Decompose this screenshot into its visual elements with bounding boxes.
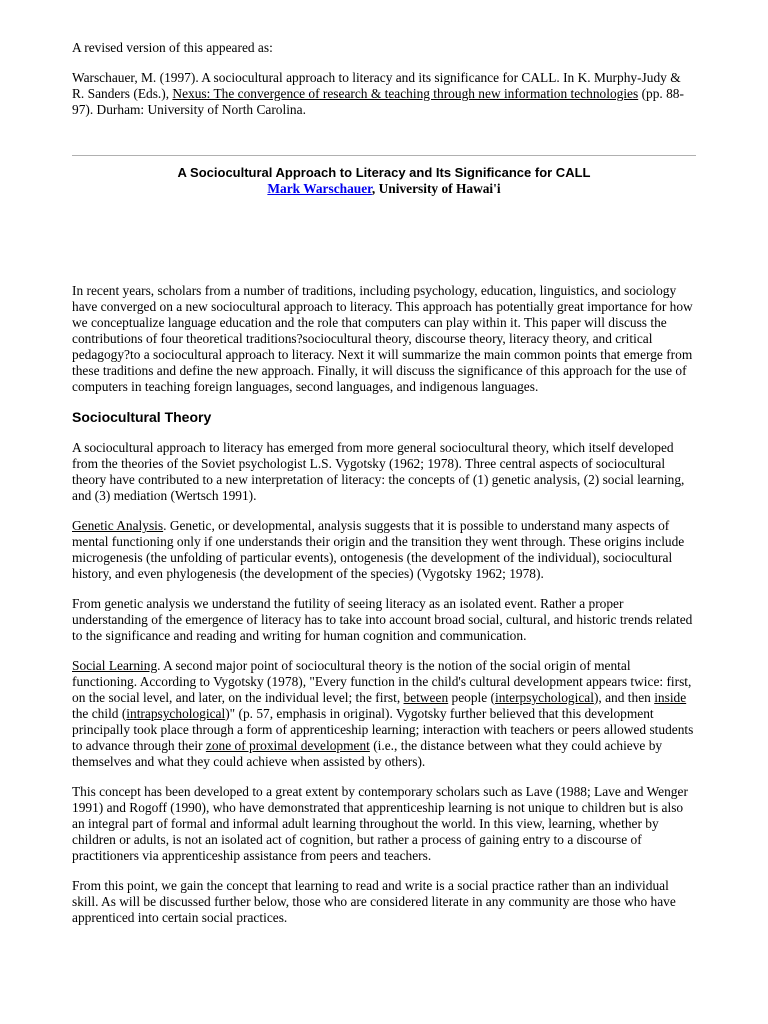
author-link[interactable]: Mark Warschauer xyxy=(267,181,372,196)
section-heading: Sociocultural Theory xyxy=(72,409,212,425)
citation-pages: (pp. 88-97). Durham: University of North Carolina. xyxy=(72,86,684,117)
revised-version-note: A revised version of this appeared as: xyxy=(72,40,273,55)
emphasis-between: between xyxy=(403,690,449,705)
emphasis-interpsychological: interpsychological xyxy=(495,690,594,705)
article-title: A Sociocultural Approach to Literacy and Its Significance for CALL xyxy=(177,165,591,180)
paragraph-social-practice: From this point, we gain the concept that learning to read and write is a social practice rather than an individual skill. As will be discussed further below, those who are considered literate in any community are those who have apprenticed into certain social practices. xyxy=(72,878,676,925)
term-zone-of-proximal-development: zone of proximal development xyxy=(205,738,370,753)
paragraph-apprenticeship: This concept has been developed to a great extent by contemporary scholars such as Lave (1988; Lave and Wenger 1991) and Rogoff (1990), who have demonstrated that apprenticeship learning is not unique to children but is also an integral part of formal and informal adult learning throughout the world. In this view, learning, whether by children or adults, is not an isolated act of cognition, but rather a process of gaining entry to a discourse of practitioners via apprenticeship assistance from peers and teachers. xyxy=(72,784,688,863)
paragraph-genetic-analysis-followup: From genetic analysis we understand the futility of seeing literacy as an isolated event. Rather a proper understanding of the emergence of literacy has to take into account broad social, cultural, and historic trends related to the significance and reading and writing for human cognition and communication. xyxy=(72,596,693,643)
affiliation: , University of Hawai'i xyxy=(371,181,501,196)
paragraph-sociocultural-intro: A sociocultural approach to literacy has emerged from more general sociocultural theory, which itself developed from the theories of the Soviet psychologist L.S. Vygotsky (1962; 1978). Three central aspects of sociocultural theory have contributed to a new interpretation of literacy: the concepts of (1) genetic analysis, (2) social learning, and (3) mediation (Wertsch 1991). xyxy=(72,440,685,503)
citation-book-title: Nexus: The convergence of research & teaching through new information technologies xyxy=(172,86,639,101)
paragraph-genetic-analysis: Genetic Analysis. Genetic, or developmental, analysis suggests that it is possible to understand many aspects of mental functioning only if one understands their origin and the transition they went through. These origins include microgenesis (the unfolding of particular events), ontogenesis (the development of the individual), sociocultural history, and even phylogenesis (the development of the species) (Vygotsky 1962; 1978). xyxy=(72,518,685,581)
byline xyxy=(72,181,696,197)
term-genetic-analysis: Genetic Analysis xyxy=(72,518,164,533)
paragraph-social-learning: Social Learning. A second major point of sociocultural theory is the notion of the social origin of mental functioning. According to Vygotsky (1978), "Every function in the child's cultural development appears twice: first, on the social level, and later, on the individual level; the first, between people (interpsychological), and then inside the child (intrapsychological)" (p. 57, emphasis in original). Vygotsky further believed that this development principally took place through a form of apprenticeship learning; interaction with teachers or peers allowed students to advance through their zone of proximal development (i.e., the distance between what they could achieve by themselves and what they could achieve when assisted by others). xyxy=(72,658,694,769)
citation xyxy=(72,70,696,118)
abstract-paragraph: In recent years, scholars from a number of traditions, including psychology, education, linguistics, and sociology have converged on a new sociocultural approach to literacy. This approach has potentially great importance for how we conceptualize language education and the role that computers can play within it. This paper will discuss the contributions of four theoretical traditions?sociocultural theory, discourse theory, literacy theory, and critical pedagogy?to a sociocultural approach to literacy. Next it will summarize the main common points that emerge from these traditions and define the new approach. Finally, it will discuss the significance of this approach for the use of computers in teaching foreign languages, second languages, and indigenous languages. xyxy=(72,283,693,394)
emphasis-inside: inside xyxy=(654,690,687,705)
emphasis-intrapsychological: intrapsychological xyxy=(126,706,226,721)
citation-text: Warschauer, M. (1997). A sociocultural approach to literacy and its significance for CALL. In K. Murphy-Judy & R. Sanders (Eds.), xyxy=(72,70,681,101)
horizontal-divider xyxy=(72,155,696,156)
term-social-learning: Social Learning xyxy=(72,658,158,673)
